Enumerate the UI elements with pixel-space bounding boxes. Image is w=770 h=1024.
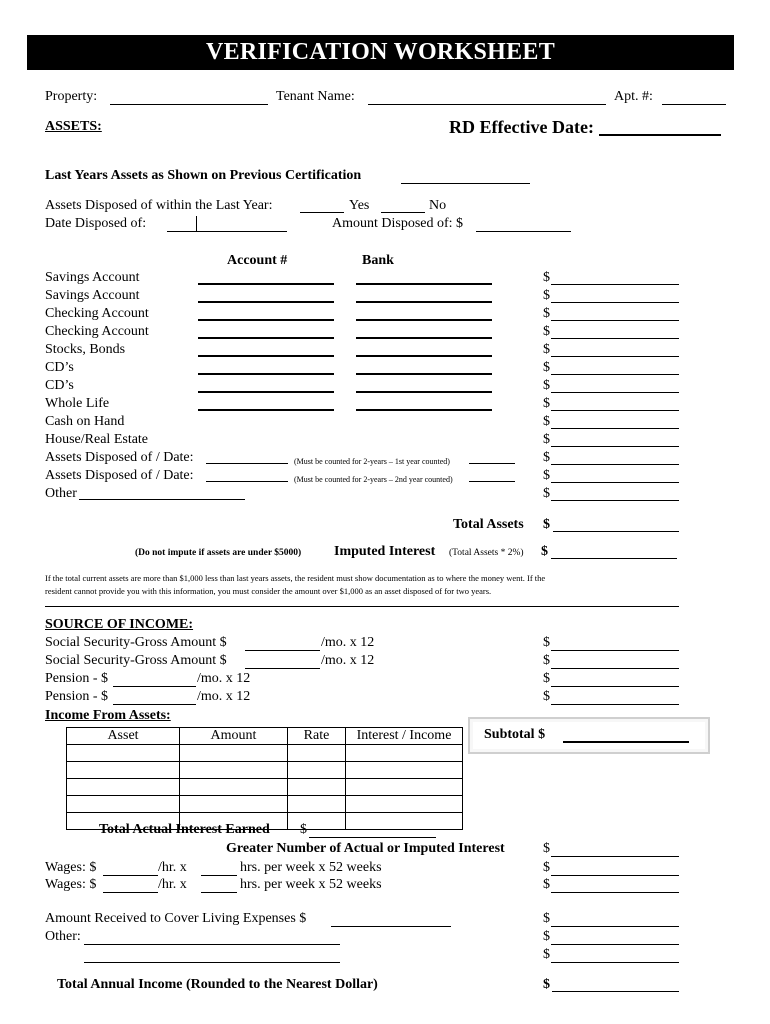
dollar-sign: $ (543, 653, 550, 668)
column-header-rate: Rate (288, 728, 346, 745)
tenant-name-field[interactable] (368, 104, 606, 105)
dollar-sign: $ (543, 378, 550, 393)
subtotal-label: Subtotal $ (484, 727, 546, 742)
other-income-total-field[interactable] (551, 944, 679, 945)
income-total-field[interactable] (551, 704, 679, 705)
asset-amount-field[interactable] (551, 500, 679, 501)
apt-field[interactable] (662, 104, 726, 105)
disposed-note: (Must be counted for 2-years – 1st year counted) (294, 457, 450, 466)
asset-amount-field[interactable] (551, 392, 679, 393)
account-number-field[interactable] (198, 373, 334, 375)
dollar-sign: $ (543, 517, 550, 532)
asset-amount-field[interactable] (551, 482, 679, 483)
asset-amount-field[interactable] (551, 338, 679, 339)
other-income-label: Other: (45, 929, 81, 944)
income-row-label: Pension - $ (45, 689, 108, 704)
disposed-yes-field[interactable] (300, 212, 344, 213)
asset-amount-field[interactable] (551, 464, 679, 465)
total-assets-label: Total Assets (453, 517, 524, 532)
account-number-field[interactable] (198, 409, 334, 411)
income-total-field[interactable] (551, 650, 679, 651)
total-actual-interest-label: Total Actual Interest Earned (99, 822, 270, 837)
account-number-field[interactable] (198, 337, 334, 339)
table-cell[interactable] (180, 745, 288, 762)
account-number-field[interactable] (198, 283, 334, 285)
bank-field[interactable] (356, 283, 492, 285)
total-actual-interest-field[interactable] (309, 837, 436, 838)
asset-amount-field[interactable] (551, 284, 679, 285)
wages-hr-label: /hr. x (158, 877, 187, 892)
asset-row-label: Checking Account (45, 324, 149, 339)
table-row (67, 762, 463, 779)
account-number-field[interactable] (198, 355, 334, 357)
income-amount-field[interactable] (113, 686, 196, 687)
greater-interest-field[interactable] (551, 856, 679, 857)
other-income-total-field[interactable] (551, 962, 679, 963)
notice-line: If the total current assets are more than $1,000 less than last years assets, the resident must show documentation as to where the money went. If the (45, 573, 546, 583)
notice-line: resident cannot provide you with this information, you must consider the amount over $1,000 as an asset disposed of for two years. (45, 586, 492, 596)
asset-row-label: House/Real Estate (45, 432, 149, 447)
dollar-sign: $ (543, 929, 550, 944)
asset-row-label: Other (45, 486, 77, 501)
living-expenses-label: Amount Received to Cover Living Expenses $ (45, 911, 307, 926)
table-cell[interactable] (180, 796, 288, 813)
disposed-note: (Must be counted for 2-years – 2nd year counted) (294, 475, 453, 484)
total-annual-income-label: Total Annual Income (Rounded to the Nearest Dollar) (57, 977, 378, 992)
dollar-sign: $ (543, 468, 550, 483)
asset-amount-field[interactable] (551, 410, 679, 411)
table-cell[interactable] (67, 762, 180, 779)
subtotal-field[interactable] (563, 741, 689, 743)
apt-label: Apt. #: (614, 89, 653, 104)
bank-field[interactable] (356, 337, 492, 339)
dollar-sign: $ (543, 450, 550, 465)
table-cell[interactable] (346, 813, 463, 830)
table-cell[interactable] (288, 745, 346, 762)
income-amount-field[interactable] (245, 668, 320, 669)
account-column-header: Account # (227, 253, 288, 268)
income-row-suffix: /mo. x 12 (197, 671, 251, 686)
asset-amount-field[interactable] (551, 446, 679, 447)
property-field[interactable] (110, 104, 268, 105)
asset-amount-field[interactable] (551, 302, 679, 303)
dollar-sign: $ (543, 306, 550, 321)
bank-field[interactable] (356, 409, 492, 411)
table-cell[interactable] (346, 762, 463, 779)
dollar-sign: $ (300, 822, 307, 837)
title-bar (27, 35, 734, 70)
wages-label: Wages: $ (45, 860, 97, 875)
asset-row-label: Stocks, Bonds (45, 342, 126, 357)
table-row (67, 779, 463, 796)
income-from-assets-heading: Income From Assets: (45, 708, 171, 723)
hours-field[interactable] (201, 892, 237, 893)
rd-effective-date-field[interactable] (599, 134, 721, 136)
wages-total-field[interactable] (551, 875, 679, 876)
wage-rate-field[interactable] (103, 875, 158, 876)
last-years-field[interactable] (401, 183, 530, 184)
column-header-interest: Interest / Income (346, 728, 463, 745)
no-label: No (429, 198, 447, 213)
bank-field[interactable] (356, 373, 492, 375)
disposed-date-field[interactable] (206, 463, 288, 464)
table-cell[interactable] (288, 813, 346, 830)
dollar-sign: $ (543, 977, 550, 992)
subtotal-box (468, 717, 710, 754)
table-cell[interactable] (67, 796, 180, 813)
table-cell[interactable] (288, 796, 346, 813)
date-disposed-label: Date Disposed of: (45, 216, 147, 231)
asset-row-label: Whole Life (45, 396, 110, 411)
disposed-amount-field[interactable] (469, 481, 515, 482)
table-cell[interactable] (346, 796, 463, 813)
page-title: VERIFICATION WORKSHEET (205, 39, 556, 65)
dollar-sign: $ (543, 947, 550, 962)
asset-row-label: Checking Account (45, 306, 149, 321)
asset-row-label: CD’s (45, 378, 74, 393)
income-row-label: Social Security-Gross Amount $ (45, 635, 227, 650)
asset-amount-field[interactable] (551, 374, 679, 375)
income-row-suffix: /mo. x 12 (321, 635, 375, 650)
tenant-label: Tenant Name: (276, 89, 355, 104)
total-assets-field[interactable] (553, 531, 679, 532)
asset-amount-field[interactable] (551, 356, 679, 357)
table-header-row (67, 728, 463, 745)
amount-disposed-field[interactable] (476, 231, 571, 232)
income-from-assets-table (66, 727, 463, 830)
income-total-field[interactable] (551, 668, 679, 669)
wages-total-field[interactable] (551, 892, 679, 893)
yes-label: Yes (349, 198, 370, 213)
rd-effective-date-label: RD Effective Date: (449, 117, 594, 137)
dollar-sign: $ (543, 877, 550, 892)
dollar-sign: $ (543, 360, 550, 375)
bank-field[interactable] (356, 355, 492, 357)
asset-row-label: Savings Account (45, 288, 140, 303)
dollar-sign: $ (543, 689, 550, 704)
other-income-field[interactable] (84, 962, 340, 963)
dollar-sign: $ (543, 635, 550, 650)
imputed-interest-label: Imputed Interest (334, 544, 436, 559)
column-header-asset: Asset (67, 728, 180, 745)
income-amount-field[interactable] (113, 704, 196, 705)
dollar-sign: $ (543, 860, 550, 875)
asset-amount-field[interactable] (551, 320, 679, 321)
income-row-suffix: /mo. x 12 (197, 689, 251, 704)
income-row-suffix: /mo. x 12 (321, 653, 375, 668)
other-income-field[interactable] (84, 944, 340, 945)
cursor-mark (196, 216, 197, 231)
account-number-field[interactable] (198, 319, 334, 321)
wage-rate-field[interactable] (103, 892, 158, 893)
assets-heading: ASSETS: (45, 119, 102, 134)
table-cell[interactable] (346, 779, 463, 796)
bank-field[interactable] (356, 301, 492, 303)
account-number-field[interactable] (198, 301, 334, 303)
table-row (67, 745, 463, 762)
asset-amount-field[interactable] (551, 428, 679, 429)
asset-row-label: CD’s (45, 360, 74, 375)
other-asset-field[interactable] (79, 499, 245, 500)
dollar-sign: $ (543, 414, 550, 429)
date-disposed-field[interactable] (167, 231, 287, 232)
amount-disposed-label: Amount Disposed of: $ (332, 216, 464, 231)
dollar-sign: $ (543, 841, 550, 856)
dollar-sign: $ (543, 396, 550, 411)
wages-suffix: hrs. per week x 52 weeks (240, 860, 382, 875)
imputed-formula: (Total Assets * 2%) (449, 548, 524, 558)
hours-field[interactable] (201, 875, 237, 876)
table-cell[interactable] (180, 779, 288, 796)
wages-label: Wages: $ (45, 877, 97, 892)
asset-row-label: Cash on Hand (45, 414, 125, 429)
dollar-sign: $ (543, 911, 550, 926)
disposed-label: Assets Disposed of within the Last Year: (45, 198, 273, 213)
dollar-sign: $ (543, 288, 550, 303)
income-total-field[interactable] (551, 686, 679, 687)
table-cell[interactable] (67, 745, 180, 762)
asset-row-label: Assets Disposed of / Date: (45, 450, 194, 465)
bank-column-header: Bank (362, 253, 394, 268)
dollar-sign: $ (543, 432, 550, 447)
disposed-amount-field[interactable] (469, 463, 515, 464)
wages-hr-label: /hr. x (158, 860, 187, 875)
source-of-income-heading: SOURCE OF INCOME: (45, 617, 194, 632)
subtotal-inner (473, 722, 705, 749)
living-expenses-field[interactable] (331, 926, 451, 927)
table-cell[interactable] (288, 779, 346, 796)
dollar-sign: $ (543, 486, 550, 501)
section-divider (45, 606, 679, 607)
bank-field[interactable] (356, 391, 492, 393)
table-cell[interactable] (288, 762, 346, 779)
imputed-interest-field[interactable] (551, 558, 677, 559)
table-row (67, 796, 463, 813)
bank-field[interactable] (356, 319, 492, 321)
column-header-amount: Amount (180, 728, 288, 745)
dollar-sign: $ (543, 342, 550, 357)
table-cell[interactable] (67, 779, 180, 796)
dollar-sign: $ (543, 671, 550, 686)
dollar-sign: $ (543, 270, 550, 285)
table-cell[interactable] (180, 762, 288, 779)
asset-row-label: Assets Disposed of / Date: (45, 468, 194, 483)
property-label: Property: (45, 89, 98, 104)
last-years-label: Last Years Assets as Shown on Previous Certification (45, 168, 362, 183)
dollar-sign: $ (541, 544, 548, 559)
table-cell[interactable] (346, 745, 463, 762)
income-amount-field[interactable] (245, 650, 320, 651)
dollar-sign: $ (543, 324, 550, 339)
wages-suffix: hrs. per week x 52 weeks (240, 877, 382, 892)
impute-note: (Do not impute if assets are under $5000) (135, 548, 302, 558)
total-annual-income-field[interactable] (552, 991, 679, 992)
asset-row-label: Savings Account (45, 270, 140, 285)
income-row-label: Pension - $ (45, 671, 108, 686)
account-number-field[interactable] (198, 391, 334, 393)
disposed-date-field[interactable] (206, 481, 288, 482)
living-expenses-total-field[interactable] (551, 926, 679, 927)
disposed-no-field[interactable] (381, 212, 425, 213)
income-row-label: Social Security-Gross Amount $ (45, 653, 227, 668)
greater-interest-label: Greater Number of Actual or Imputed Interest (226, 841, 505, 856)
